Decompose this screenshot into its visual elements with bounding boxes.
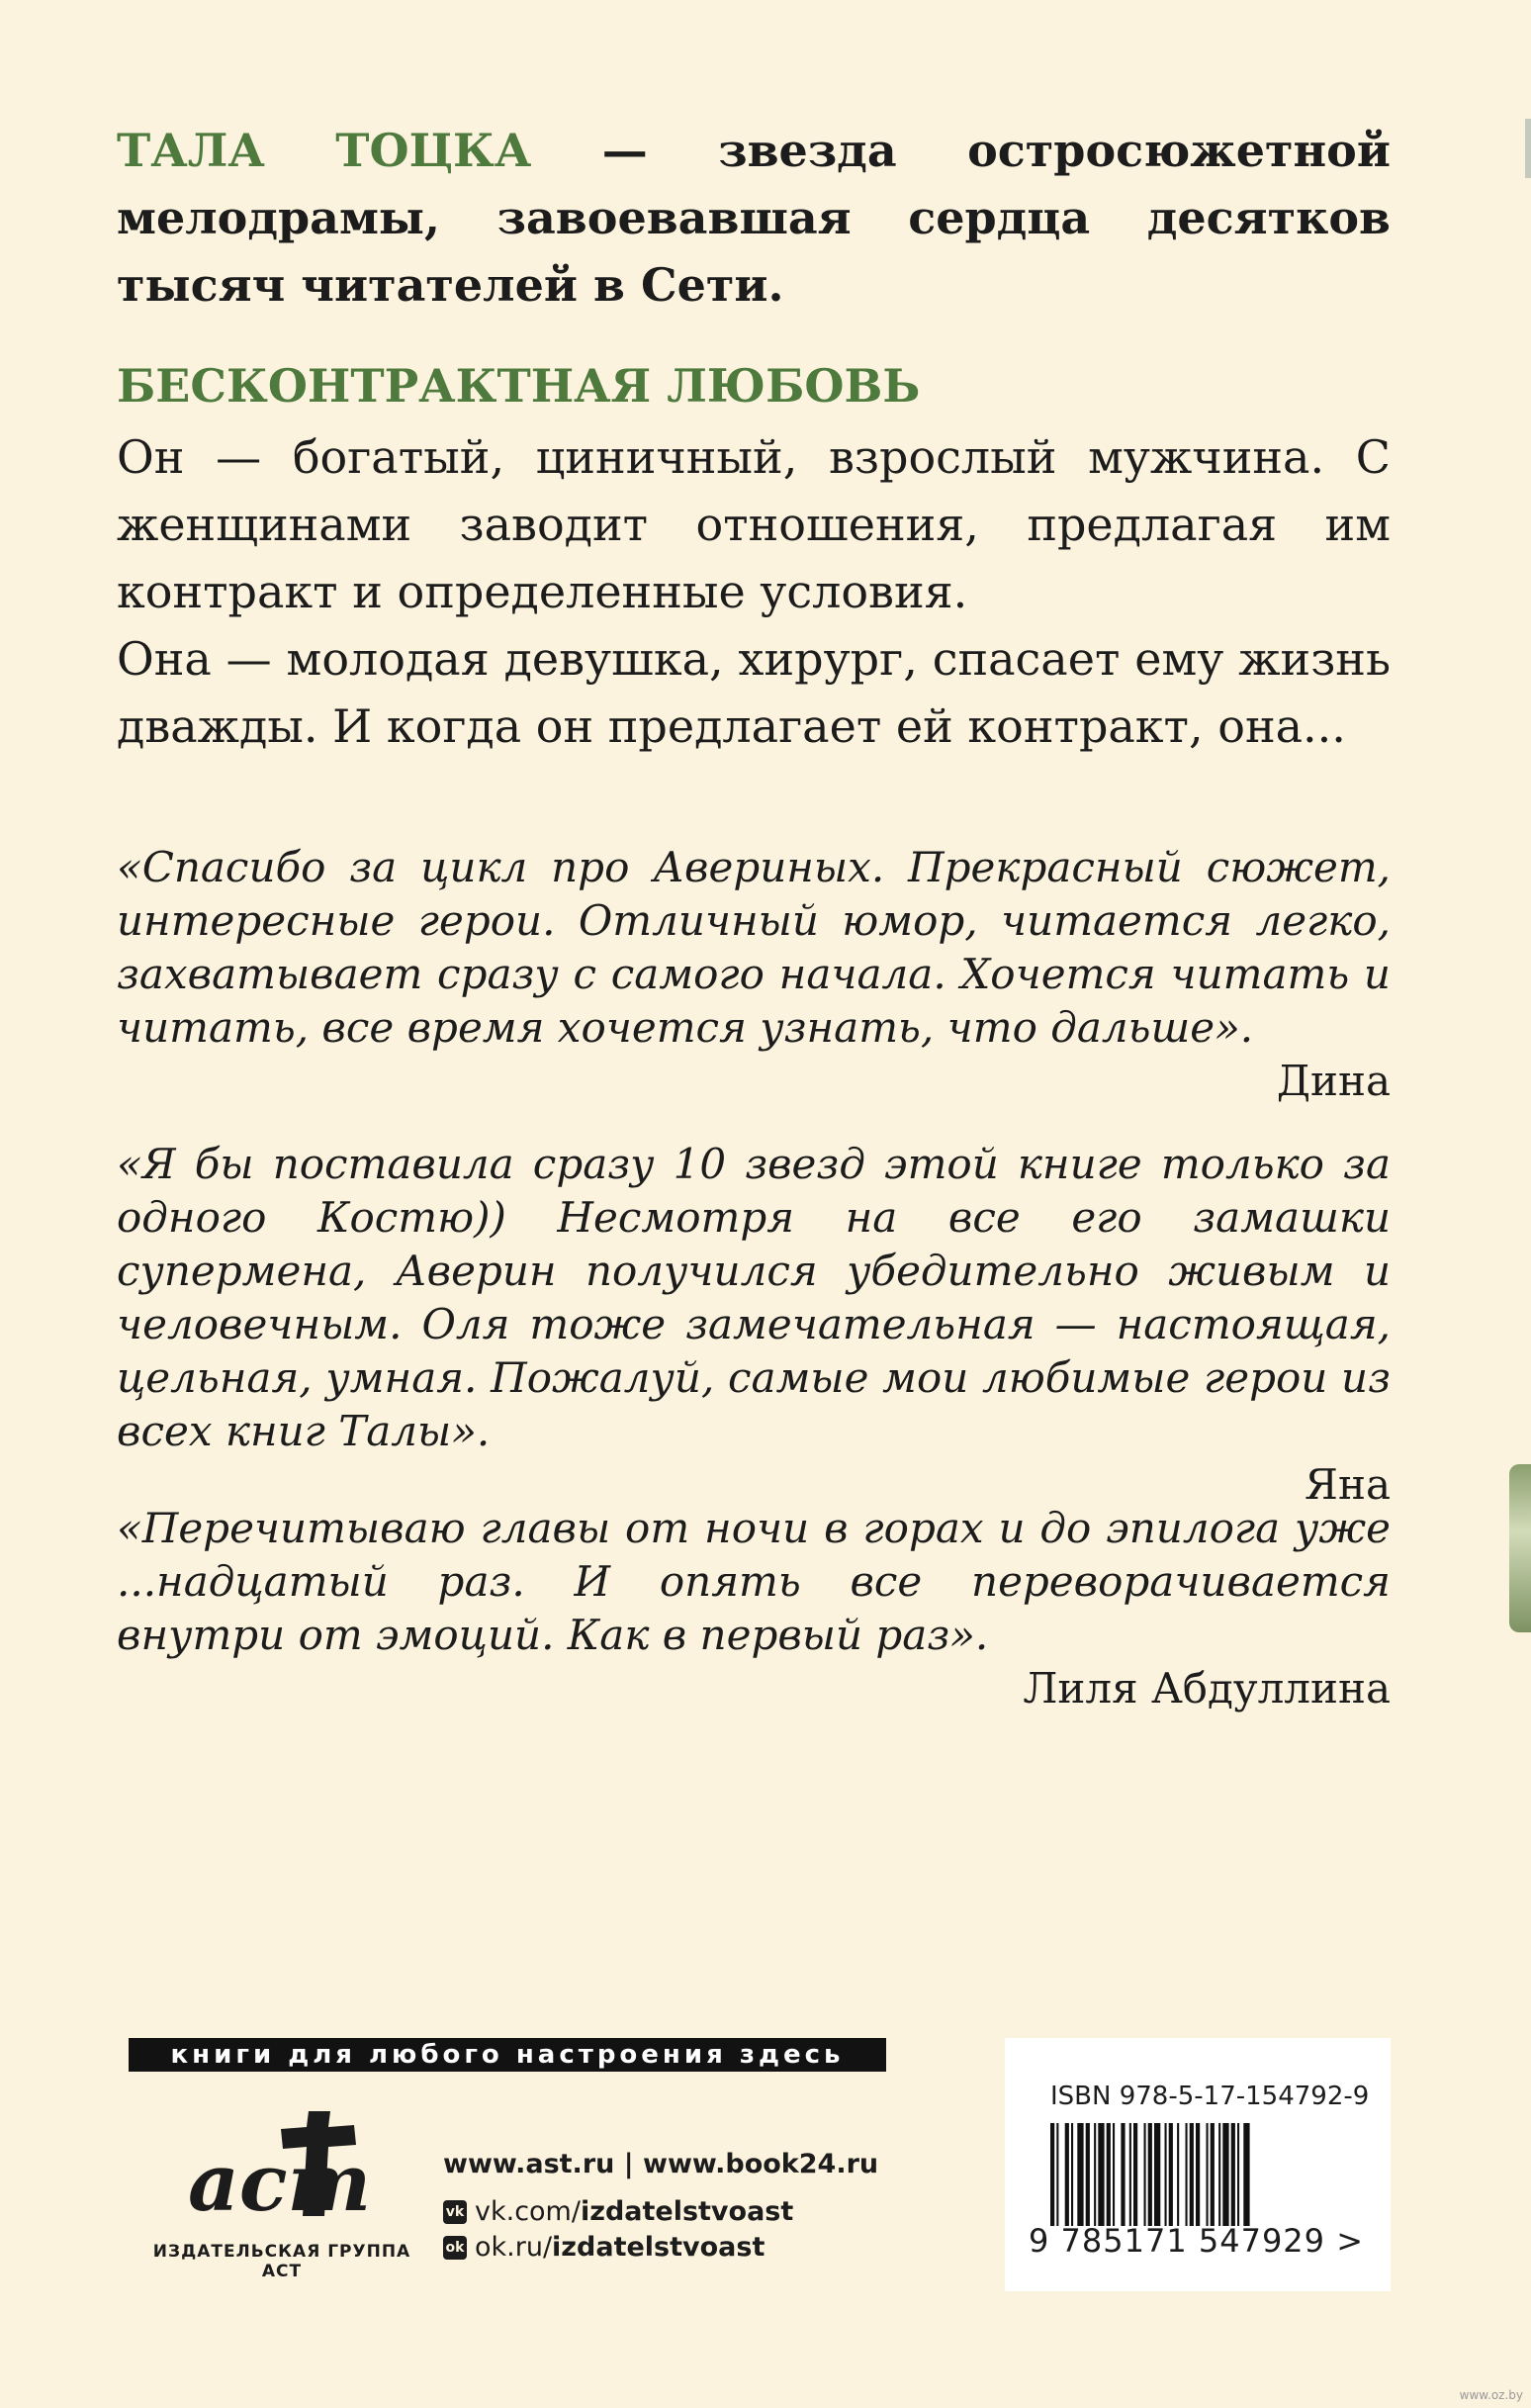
websites-link[interactable]: www.ast.ru | www.book24.ru [443,2149,879,2179]
ok-link[interactable] [443,2230,878,2266]
logo-text: аст [188,2136,372,2226]
isbn-label: ISBN 978-5-17-154792-9 [1050,2082,1370,2111]
barcode-bar [1050,2123,1054,2226]
vk-handle: izdatelstvoast [580,2196,794,2227]
barcode-number: 9 785171 547929 > [1029,2222,1364,2260]
barcode-bar [1165,2123,1167,2226]
barcode-bar [1107,2123,1111,2226]
barcode-bar [1231,2123,1235,2226]
description-paragraph-2: Она — молодая девушка, хирург, спасает ему жизнь дважды. И когда он предлагает ей контракт, она... [117,632,1391,753]
barcode-bar [1186,2123,1188,2226]
review-1 [117,841,1391,1108]
vk-link[interactable] [443,2194,878,2230]
author-tagline: — звезда остросюжетной мелодрамы, завоевавшая сердца десятков тысяч читателей в Сети. [117,124,1391,312]
review-text: «Я бы поставила сразу 10 звезд этой книге только за одного Костю)) Несмотря на все его замашки супермена, Аверин получился убедительно живым и человечным. Оля тоже замечательная — настоящая, цельная, умная. Пожалуй, самые мои любимые герои из всех книг Талы». [117,1140,1391,1455]
ok-prefix: ok.ru/ [475,2232,553,2263]
book-title-heading: БЕСКОНТРАКТНАЯ ЛЮБОВЬ [117,359,921,413]
barcode-bar [1243,2123,1249,2226]
review-author: Яна [1305,1460,1391,1509]
review-2 [117,1138,1391,1512]
barcode-bar [1169,2123,1173,2226]
barcode-bar [1113,2123,1115,2226]
review-text: «Спасибо за цикл про Авериных. Прекрасный сюжет, интересные герои. Отличный юмор, читается легко, захватывает сразу с самого начала. Хочется читать и читать, все время хочется узнать, что дальше». [117,843,1391,1052]
barcode-bar [1086,2123,1090,2226]
barcode-bar [1190,2123,1194,2226]
description [117,423,1391,760]
ok-icon: ok [443,2236,467,2260]
barcode-bar [1177,2123,1179,2226]
barcode-bar [1196,2123,1200,2226]
barcode-bar [1133,2123,1137,2226]
barcode-bar [1218,2123,1220,2226]
barcode-bar [1148,2123,1152,2226]
barcode-bar [1065,2123,1069,2226]
barcode-bar [1056,2123,1058,2226]
leaf-decoration [1509,1464,1531,1632]
barcode-box [1005,2038,1391,2291]
review-3 [117,1502,1391,1715]
barcode-bar [1211,2123,1215,2226]
barcode-bar [1121,2123,1125,2226]
barcode-bar [1071,2123,1073,2226]
barcode-bar [1237,2123,1239,2226]
ast-logo [184,2107,372,2226]
slogan-banner: книги для любого настроения здесь [129,2038,886,2072]
description-paragraph-1: Он — богатый, циничный, взрослый мужчина. С женщинами заводит отношения, предлагая им контракт и определенные условия. [117,430,1391,618]
barcode-bar [1154,2123,1160,2226]
barcode-bar [1207,2123,1209,2226]
barcode-bar [1129,2123,1131,2226]
intro-paragraph [117,117,1391,319]
vk-prefix: vk.com/ [475,2196,581,2227]
review-author: Лиля Абдуллина [1023,1664,1391,1713]
barcode-bar [1077,2123,1083,2226]
watermark: www.oz.by [1459,2388,1523,2402]
barcode-bar [1098,2123,1104,2226]
review-text: «Перечитываю главы от ночи в горах и до эпилога уже ...надцатый раз. И опять все переворачивается внутри от эмоций. Как в первый раз». [117,1504,1391,1659]
barcode-bar [1144,2123,1146,2226]
ok-handle: izdatelstvoast [552,2232,766,2263]
cover-edge-decoration [1525,119,1531,178]
barcode-bar [1222,2123,1228,2226]
barcode-bar [1094,2123,1096,2226]
publisher-caption: ИЗДАТЕЛЬСКАЯ ГРУППА АСТ [152,2242,411,2281]
vk-icon: vk [443,2200,467,2224]
review-author: Дина [1276,1057,1391,1105]
publisher-links [443,2147,878,2266]
author-name: ТАЛА ТОЦКА [117,124,532,177]
barcode-icon [1050,2123,1347,2226]
